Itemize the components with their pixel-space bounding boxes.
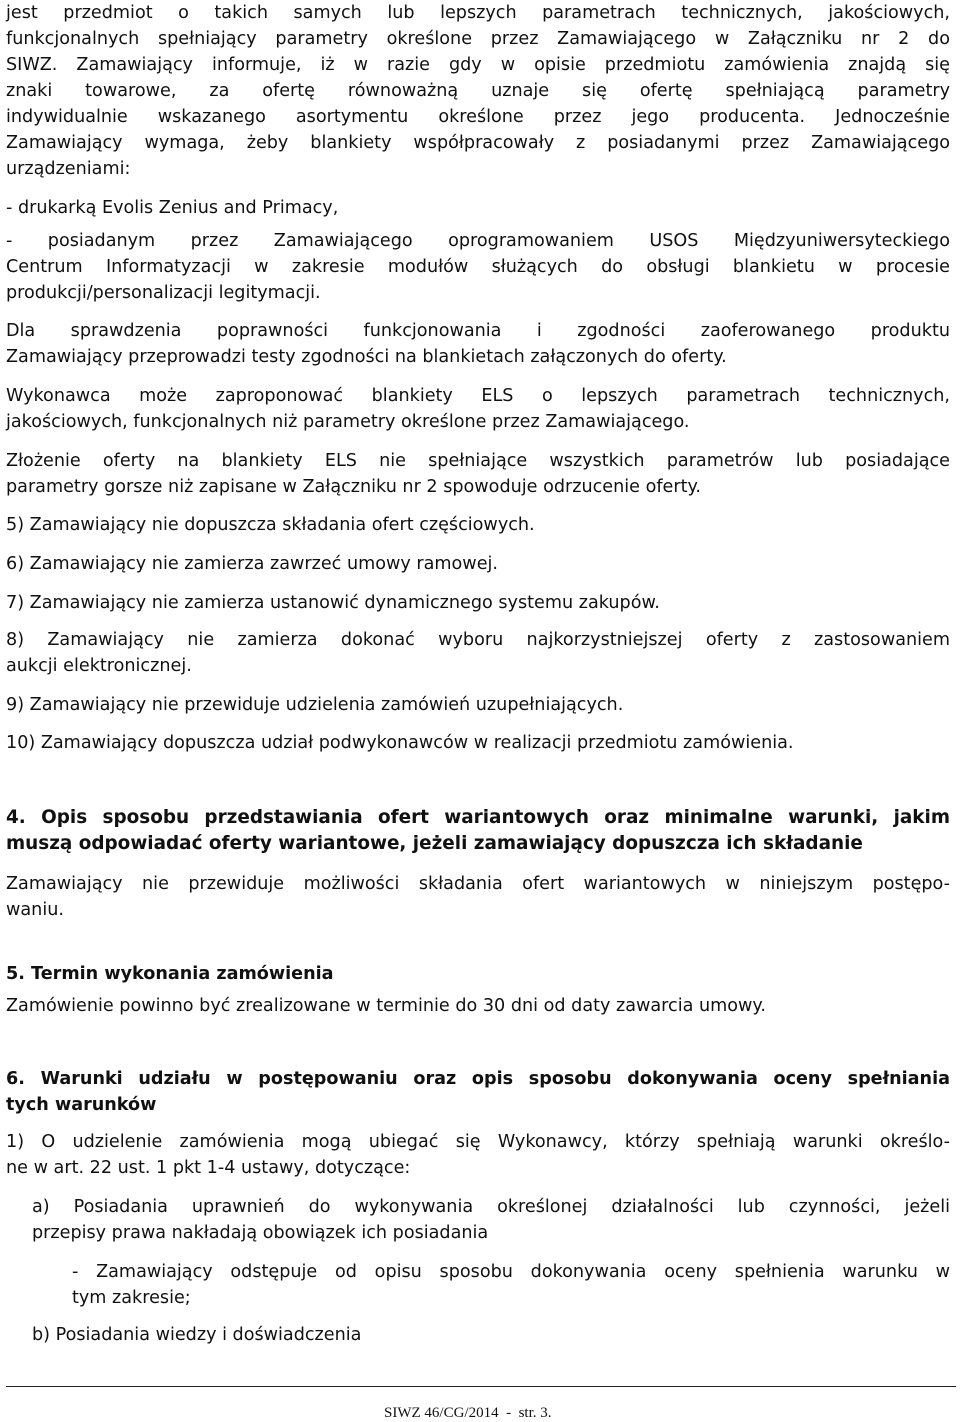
heading-line: 6. Warunki udziału w postępowaniu oraz opis sposobu dokonywania oceny spełniania <box>6 1069 950 1089</box>
heading-line: 5. Termin wykonania zamówienia <box>6 964 334 984</box>
heading-line: tych warunków <box>6 1095 157 1115</box>
text-line: indywidualnie wskazanego asortymentu określone przez jego producenta. Jednocześnie <box>6 107 950 127</box>
text-line: tym zakresie; <box>72 1288 191 1308</box>
text-line: Dla sprawdzenia poprawności funkcjonowania i zgodności zaoferowanego produktu <box>6 321 950 341</box>
text-line: Centrum Informatyzacji w zakresie modułów służących do obsługi blankietu w procesie <box>6 257 950 277</box>
numbered-item-10 <box>6 730 950 756</box>
text-line: 10) Zamawiający dopuszcza udział podwykonawców w realizacji przedmiotu zamówienia. <box>6 733 794 753</box>
page-footer: SIWZ 46/CG/2014 - str. 3. <box>384 1405 552 1421</box>
text-line: SIWZ. Zamawiający informuje, iż w razie gdy w opisie przedmiotu zamówienia znajdą się <box>6 55 950 75</box>
numbered-item-9 <box>6 692 950 718</box>
section-6-item-a-note <box>72 1259 950 1311</box>
text-line: Złożenie oferty na blankiety ELS nie spełniające wszystkich parametrów lub posiadające <box>6 451 950 471</box>
numbered-item-6 <box>6 551 950 577</box>
text-line: 1) O udzielenie zamówienia mogą ubiegać się Wykonawcy, którzy spełniają warunki określo- <box>6 1132 950 1152</box>
text-line: Zamawiający przeprowadzi testy zgodności na blankietach załączonych do oferty. <box>6 347 727 367</box>
text-line: - drukarką Evolis Zenius and Primacy, <box>6 198 339 218</box>
better-parameters-paragraph <box>6 383 950 435</box>
text-line: 9) Zamawiający nie przewiduje udzielenia zamówień uzupełniających. <box>6 695 624 715</box>
text-line: - posiadanym przez Zamawiającego oprogramowaniem USOS Międzyuniwersyteckiego <box>6 231 950 251</box>
section-4-body <box>6 871 950 923</box>
text-line: Zamówienie powinno być zrealizowane w terminie do 30 dni od daty zawarcia umowy. <box>6 996 766 1016</box>
section-5-heading <box>6 961 950 987</box>
section-6-heading <box>6 1066 950 1118</box>
footer-divider <box>6 1386 956 1387</box>
section-4-heading <box>6 805 950 857</box>
heading-line: 4. Opis sposobu przedstawiania ofert wariantowych oraz minimalne warunki, jakim <box>6 807 950 828</box>
section-6-item-b <box>32 1322 950 1348</box>
numbered-item-8 <box>6 627 950 679</box>
text-line: 7) Zamawiający nie zamierza ustanowić dynamicznego systemu zakupów. <box>6 593 660 613</box>
text-line: Zamawiający nie przewiduje możliwości składania ofert wariantowych w niniejszym postępo- <box>6 874 950 894</box>
section-6-item-a <box>32 1194 950 1246</box>
text-line: urządzeniami: <box>6 159 131 179</box>
section-5-body <box>6 993 950 1019</box>
text-line: a) Posiadania uprawnień do wykonywania określonej działalności lub czynności, jeżeli <box>32 1197 950 1217</box>
text-line: Wykonawca może zaproponować blankiety ELS o lepszych parametrach technicznych, <box>6 386 950 406</box>
heading-line: muszą odpowiadać oferty wariantowe, jeżeli zamawiający dopuszcza ich składanie <box>6 833 863 854</box>
section-6-paragraph-1 <box>6 1129 950 1181</box>
text-line: znaki towarowe, za ofertę równoważną uznaje się ofertę spełniającą parametry <box>6 81 950 101</box>
text-line: produkcji/personalizacji legitymacji. <box>6 283 321 303</box>
text-line: funkcjonalnych spełniający parametry określone przez Zamawiającego w Załączniku nr 2 do <box>6 29 950 49</box>
intro-paragraph <box>6 0 950 182</box>
text-line: waniu. <box>6 900 64 920</box>
text-line: aukcji elektronicznej. <box>6 656 192 676</box>
rejection-paragraph <box>6 448 950 500</box>
numbered-item-5 <box>6 512 950 538</box>
device-list-item <box>6 228 950 306</box>
text-line: - Zamawiający odstępuje od opisu sposobu dokonywania oceny spełnienia warunku w <box>72 1262 950 1282</box>
text-line: parametry gorsze niż zapisane w Załączniku nr 2 spowoduje odrzucenie oferty. <box>6 477 701 497</box>
text-line: jest przedmiot o takich samych lub lepszych parametrach technicznych, jakościowych, <box>6 3 950 23</box>
text-line: Zamawiający wymaga, żeby blankiety współpracowały z posiadanymi przez Zamawiającego <box>6 133 950 153</box>
text-line: jakościowych, funkcjonalnych niż parametry określone przez Zamawiającego. <box>6 412 690 432</box>
text-line: ne w art. 22 ust. 1 pkt 1-4 ustawy, dotyczące: <box>6 1158 411 1178</box>
text-line: 6) Zamawiający nie zamierza zawrzeć umowy ramowej. <box>6 554 498 574</box>
device-list-item <box>6 195 950 221</box>
text-line: 5) Zamawiający nie dopuszcza składania ofert częściowych. <box>6 515 535 535</box>
testing-paragraph <box>6 318 950 370</box>
text-line: b) Posiadania wiedzy i doświadczenia <box>32 1325 362 1345</box>
numbered-item-7 <box>6 590 950 616</box>
text-line: 8) Zamawiający nie zamierza dokonać wyboru najkorzystniejszej oferty z zastosowaniem <box>6 630 950 650</box>
text-line: przepisy prawa nakładają obowiązek ich posiadania <box>32 1223 489 1243</box>
